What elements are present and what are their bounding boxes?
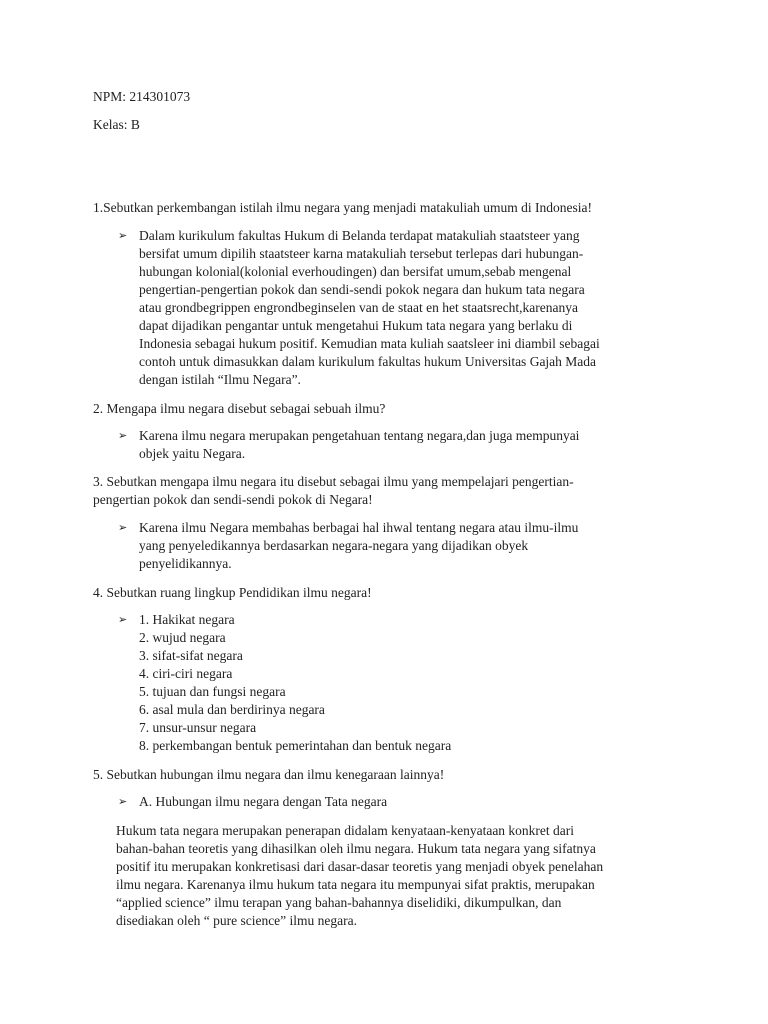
answer-2-line: objek yaitu Negara.	[139, 446, 246, 461]
answer-1-line: dapat dijadikan pengantar untuk mengetahui Hukum tata negara yang berlaku di	[139, 318, 573, 333]
scope-item: 4. ciri-ciri negara	[139, 666, 233, 681]
kelas-line: Kelas: B	[93, 117, 140, 132]
paragraph-line: Hukum tata negara merupakan penerapan didalam kenyataan-kenyataan konkret dari	[116, 823, 575, 838]
sub-heading-a: A. Hubungan ilmu negara dengan Tata negara	[139, 794, 388, 809]
paragraph-line: bahan-bahan teoretis yang dihasilkan oleh ilmu negara. Hukum tata negara yang sifatnya	[116, 841, 596, 856]
arrow-bullet-icon: ➢	[118, 795, 128, 808]
scope-item: 5. tujuan dan fungsi negara	[139, 684, 286, 699]
paragraph-line: ilmu negara. Karenanya ilmu hukum tata negara itu mempunyai sifat praktis, merupakan	[116, 877, 595, 892]
scope-item: 7. unsur-unsur negara	[139, 720, 257, 735]
scope-item: 1. Hakikat negara	[139, 612, 235, 627]
paragraph-line: “applied science” ilmu terapan yang bahan-bahannya diselidiki, dikumpulkan, dan	[116, 895, 562, 910]
answer-1-line: pengertian-pengertian pokok dan sendi-sendi pokok negara dan hukum tata negara	[139, 282, 585, 297]
arrow-bullet-icon: ➢	[118, 521, 128, 534]
arrow-bullet-icon: ➢	[118, 429, 128, 442]
question-1: 1.Sebutkan perkembangan istilah ilmu negara yang menjadi matakuliah umum di Indonesia!	[93, 200, 592, 215]
answer-1-line: atau grondbegrippen engrondbeginselen van de staat en het staatsrecht,karenanya	[139, 300, 578, 315]
question-3-line: 3. Sebutkan mengapa ilmu negara itu disebut sebagai ilmu yang mempelajari pengertian-	[93, 474, 574, 489]
answer-1-line: bersifat umum dipilih staatsteer karna matakuliah tersebut terlepas dari hubungan-	[139, 246, 584, 261]
question-3-line: pengertian pokok dan sendi-sendi pokok di Negara!	[93, 492, 373, 507]
answer-3-line: Karena ilmu Negara membahas berbagai hal ihwal tentang negara atau ilmu-ilmu	[139, 520, 579, 535]
scope-item: 3. sifat-sifat negara	[139, 648, 243, 663]
answer-1-line: dengan istilah “Ilmu Negara”.	[139, 372, 301, 387]
answer-1-line: hubungan kolonial(kolonial everhoudingen) dan bersifat umum,sebab mengenal	[139, 264, 572, 279]
question-5: 5. Sebutkan hubungan ilmu negara dan ilmu kenegaraan lainnya!	[93, 767, 445, 782]
paragraph-line: disediakan oleh “ pure science” ilmu negara.	[116, 913, 358, 928]
answer-1-line: Dalam kurikulum fakultas Hukum di Belanda terdapat matakuliah staatsteer yang	[139, 228, 580, 243]
question-4: 4. Sebutkan ruang lingkup Pendidikan ilmu negara!	[93, 585, 372, 600]
answer-3-line: yang penyeledikannya berdasarkan negara-negara yang dijadikan obyek	[139, 538, 529, 553]
answer-1-line: contoh untuk dimasukkan dalam kurikulum fakultas hukum Universitas Gajah Mada	[139, 354, 597, 369]
question-2: 2. Mengapa ilmu negara disebut sebagai sebuah ilmu?	[93, 401, 386, 416]
npm-line: NPM: 214301073	[93, 89, 191, 104]
answer-1-line: Indonesia sebagai hukum positif. Kemudian mata kuliah saatsleer ini diambil sebagai	[139, 336, 600, 351]
answer-2-line: Karena ilmu negara merupakan pengetahuan tentang negara,dan juga mempunyai	[139, 428, 580, 443]
arrow-bullet-icon: ➢	[118, 613, 128, 626]
paragraph-line: positif itu merupakan konkretisasi dari dasar-dasar teoretis yang menjadi obyek penelahan	[116, 859, 604, 874]
answer-3-line: penyelidikannya.	[139, 556, 232, 571]
arrow-bullet-icon: ➢	[118, 229, 128, 242]
scope-item: 2. wujud negara	[139, 630, 226, 645]
scope-item: 8. perkembangan bentuk pemerintahan dan bentuk negara	[139, 738, 452, 753]
scope-item: 6. asal mula dan berdirinya negara	[139, 702, 325, 717]
